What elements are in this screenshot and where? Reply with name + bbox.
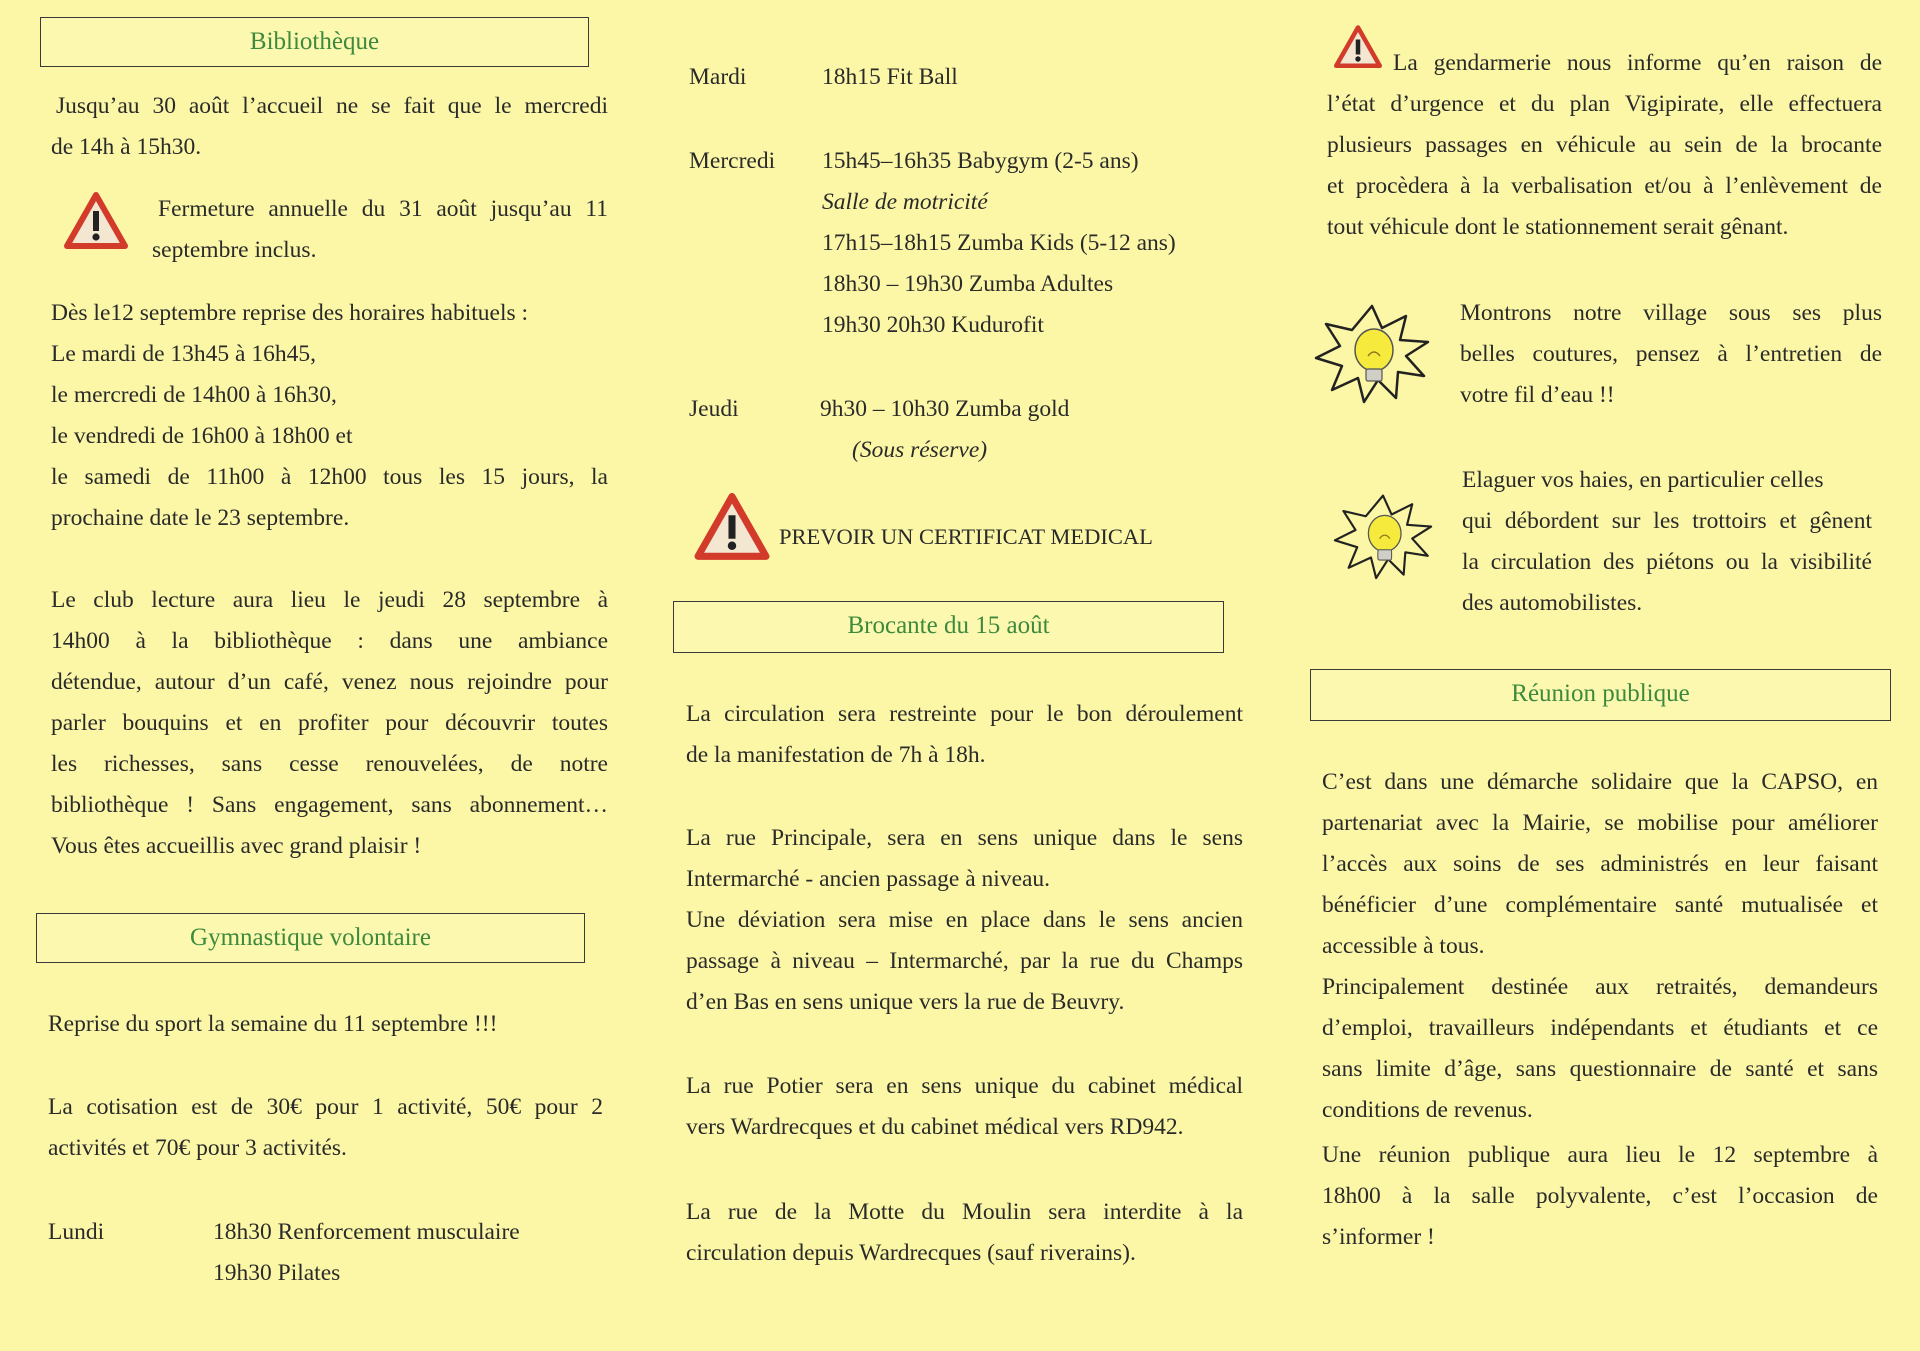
reunion-line-5: accessible à tous. bbox=[1322, 933, 1485, 959]
day-label-lundi: Lundi bbox=[48, 1219, 105, 1245]
warning-triangle-icon bbox=[1334, 25, 1382, 69]
club-lecture-line-4: parler bouquins et en profiter pour découvrir toutes bbox=[51, 710, 608, 736]
bibliotheque-hours-line-5: le samedi de 11h00 à 12h00 tous les 15 jours, la bbox=[51, 464, 608, 490]
day-label-jeudi: Jeudi bbox=[689, 396, 739, 422]
club-lecture-line-1: Le club lecture aura lieu le jeudi 28 septembre à bbox=[51, 587, 608, 613]
conseil-haies-line-4: des automobilistes. bbox=[1462, 590, 1643, 616]
day-label-mardi: Mardi bbox=[689, 64, 747, 90]
bibliotheque-hours-line-4: le vendredi de 16h00 à 18h00 et bbox=[51, 423, 353, 449]
reunion-line-4: bénéficier d’une complémentaire santé mutualisée et bbox=[1322, 892, 1878, 918]
brocante-p2-line-2: Intermarché - ancien passage à niveau. bbox=[686, 866, 1051, 892]
gendarmerie-line-5: tout véhicule dont le stationnement serait gênant. bbox=[1327, 214, 1789, 240]
club-lecture-line-6: bibliothèque ! Sans engagement, sans abonnement… bbox=[51, 792, 608, 818]
brocante-p4-line-2: circulation depuis Wardrecques (sauf riverains). bbox=[686, 1240, 1136, 1266]
mercredi-activity-4: 19h30 20h30 Kudurofit bbox=[822, 312, 1044, 338]
reunion-line-10: Une réunion publique aura lieu le 12 septembre à bbox=[1322, 1142, 1878, 1168]
bibliotheque-hours-line-2: Le mardi de 13h45 à 16h45, bbox=[51, 341, 316, 367]
mercredi-activity-2: 17h15–18h15 Zumba Kids (5-12 ans) bbox=[822, 230, 1176, 256]
reunion-line-11: 18h00 à la salle polyvalente, c’est l’occasion de bbox=[1322, 1183, 1878, 1209]
conseil-fil-deau-line-2: belles coutures, pensez à l’entretien de bbox=[1460, 341, 1882, 367]
conseil-fil-deau-line-3: votre fil d’eau !! bbox=[1460, 382, 1615, 408]
lundi-activity-2: 19h30 Pilates bbox=[213, 1260, 341, 1286]
reunion-line-3: l’accès aux soins de ses administrés en leur faisant bbox=[1322, 851, 1878, 877]
mercredi-room: Salle de motricité bbox=[822, 189, 988, 215]
conseil-haies-line-1: Elaguer vos haies, en particulier celles bbox=[1462, 467, 1824, 493]
gym-cotisation-line-1: La cotisation est de 30€ pour 1 activité, 50€ pour 2 bbox=[48, 1094, 603, 1120]
bibliotheque-hours-line-3: le mercredi de 14h00 à 16h30, bbox=[51, 382, 337, 408]
gendarmerie-line-2: l’état d’urgence et du plan Vigipirate, elle effectuera bbox=[1327, 91, 1882, 117]
club-lecture-line-7: Vous êtes accueillis avec grand plaisir ! bbox=[51, 833, 422, 859]
brocante-p1-line-1: La circulation sera restreinte pour le bon déroulement bbox=[686, 701, 1243, 727]
bibliotheque-title: Bibliothèque bbox=[40, 17, 589, 67]
gendarmerie-line-1: La gendarmerie nous informe qu’en raison de bbox=[1393, 50, 1882, 76]
gymnastique-title: Gymnastique volontaire bbox=[36, 913, 585, 963]
brocante-p3-line-2: vers Wardrecques et du cabinet médical vers RD942. bbox=[686, 1114, 1184, 1140]
gendarmerie-line-4: et procèdera à la verbalisation et/ou à l’enlèvement de bbox=[1327, 173, 1882, 199]
warning-triangle-icon bbox=[64, 192, 128, 250]
bibliotheque-hours-line-1: Dès le12 septembre reprise des horaires habituels : bbox=[51, 300, 529, 326]
brocante-p3-line-1: La rue Potier sera en sens unique du cabinet médical bbox=[686, 1073, 1243, 1099]
jeudi-note: (Sous réserve) bbox=[852, 437, 988, 463]
conseil-fil-deau-line-1: Montrons notre village sous ses plus bbox=[1460, 300, 1882, 326]
light-bulb-icon bbox=[1328, 486, 1438, 586]
bibliotheque-intro-line-2: de 14h à 15h30. bbox=[51, 134, 202, 160]
brocante-p1-line-2: de la manifestation de 7h à 18h. bbox=[686, 742, 986, 768]
certificat-medical-notice: PREVOIR UN CERTIFICAT MEDICAL bbox=[779, 524, 1153, 549]
reunion-line-12: s’informer ! bbox=[1322, 1224, 1435, 1250]
jeudi-activity-1: 9h30 – 10h30 Zumba gold bbox=[820, 396, 1070, 422]
gendarmerie-line-3: plusieurs passages en véhicule au sein de la brocante bbox=[1327, 132, 1882, 158]
mardi-activity-1: 18h15 Fit Ball bbox=[822, 64, 958, 90]
brocante-p2-line-4: passage à niveau – Intermarché, par la rue du Champs bbox=[686, 948, 1243, 974]
light-bulb-icon bbox=[1308, 298, 1436, 408]
reunion-line-6: Principalement destinée aux retraités, demandeurs bbox=[1322, 974, 1878, 1000]
day-label-mercredi: Mercredi bbox=[689, 148, 776, 174]
warning-triangle-icon bbox=[694, 493, 770, 561]
mercredi-activity-1: 15h45–16h35 Babygym (2-5 ans) bbox=[822, 148, 1139, 174]
bibliotheque-hours-line-6: prochaine date le 23 septembre. bbox=[51, 505, 350, 531]
reunion-publique-title: Réunion publique bbox=[1310, 669, 1891, 721]
reunion-line-8: sans limite d’âge, sans questionnaire de santé et sans bbox=[1322, 1056, 1878, 1082]
gym-reprise: Reprise du sport la semaine du 11 septembre !!! bbox=[48, 1011, 498, 1037]
reunion-line-9: conditions de revenus. bbox=[1322, 1097, 1533, 1123]
brocante-p2-line-5: d’en Bas en sens unique vers la rue de Beuvry. bbox=[686, 989, 1125, 1015]
reunion-line-7: d’emploi, travailleurs indépendants et étudiants et ce bbox=[1322, 1015, 1878, 1041]
gym-cotisation-line-2: activités et 70€ pour 3 activités. bbox=[48, 1135, 347, 1161]
club-lecture-line-5: les richesses, sans cesse renouvelées, de notre bbox=[51, 751, 608, 777]
brocante-p4-line-1: La rue de la Motte du Moulin sera interdite à la bbox=[686, 1199, 1243, 1225]
bibliotheque-intro-line-1: Jusqu’au 30 août l’accueil ne se fait que le mercredi bbox=[56, 93, 608, 119]
conseil-haies-line-3: la circulation des piétons ou la visibilité bbox=[1462, 549, 1872, 575]
conseil-haies-line-2: qui débordent sur les trottoirs et gênent bbox=[1462, 508, 1872, 534]
bibliotheque-closure-line-1: Fermeture annuelle du 31 août jusqu’au 11 bbox=[158, 196, 608, 222]
reunion-line-2: partenariat avec la Mairie, se mobilise pour améliorer bbox=[1322, 810, 1878, 836]
club-lecture-line-3: détendue, autour d’un café, venez nous rejoindre pour bbox=[51, 669, 608, 695]
brocante-p2-line-3: Une déviation sera mise en place dans le sens ancien bbox=[686, 907, 1243, 933]
brocante-title: Brocante du 15 août bbox=[673, 601, 1224, 653]
club-lecture-line-2: 14h00 à la bibliothèque : dans une ambiance bbox=[51, 628, 608, 654]
brocante-p2-line-1: La rue Principale, sera en sens unique dans le sens bbox=[686, 825, 1243, 851]
bibliotheque-closure-line-2: septembre inclus. bbox=[152, 237, 317, 263]
reunion-line-1: C’est dans une démarche solidaire que la CAPSO, en bbox=[1322, 769, 1878, 795]
lundi-activity-1: 18h30 Renforcement musculaire bbox=[213, 1219, 520, 1245]
mercredi-activity-3: 18h30 – 19h30 Zumba Adultes bbox=[822, 271, 1114, 297]
